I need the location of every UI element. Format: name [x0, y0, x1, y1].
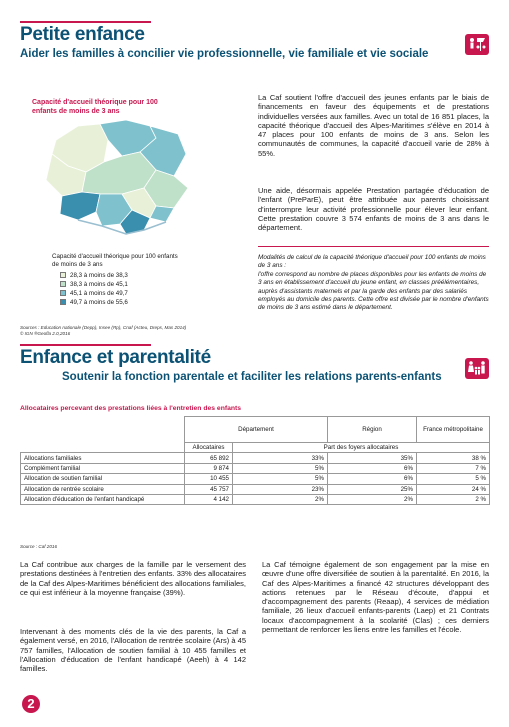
header-france: France métropolitaine [417, 417, 490, 443]
family-carousel-icon [465, 34, 489, 55]
subheader-part: Part des foyers allocataires [233, 443, 490, 453]
prestations-table [20, 416, 490, 505]
map-legend-item: 38,3 à moins de 45,1 [60, 281, 128, 288]
section2-paragraph-left-2: Intervenant à des moments clés de la vie des parents, la Caf a également versé, en 2016, l'Allocation de rentrée scolaire (Ars) à 45 757 familles, l'Allocation de soutien familial à 10 455 familles et l'Allocation d'éducation de l'enfant handicapé (Aeeh) à 4 142 familles. [20, 627, 246, 674]
table-row: Allocation d'éducation de l'enfant handicapé 4 142 2% 2% 2 % [21, 494, 490, 504]
table-row: Complément familial 9 874 5% 6% 7 % [21, 463, 490, 473]
section2-title: Enfance et parentalité [20, 347, 211, 368]
map-legend-title: Capacité d'accueil théorique pour 100 enfants de moins de 3 ans [52, 253, 178, 268]
page-number: 2 [22, 695, 40, 713]
parents-children-icon [465, 358, 489, 379]
subheader-allocataires: Allocataires [185, 443, 233, 453]
table-source: Source : Caf 2016 [20, 544, 58, 549]
section1-top-rule [20, 21, 151, 23]
section2-paragraph-left-1: La Caf contribue aux charges de la famille par le versement des prestations destinées à l'entretien des enfants. 33% des allocataires de la Caf des Alpes-Maritimes bénéficient des allocations familiales, ce qui est inférieur à la moyenne française (39%). [20, 560, 246, 597]
map-legend-item: 49,7 à moins de 55,6 [60, 299, 128, 306]
section2-subtitle: Soutenir la fonction parentale et faciliter les relations parents-enfants [62, 371, 442, 383]
table-row: Allocations familiales 65 892 33% 35% 38 % [21, 453, 490, 463]
capacity-calculation-note: Modalités de calcul de la capacité théorique d'accueil pour 100 enfants de moins de 3 ans : l'offre correspond au nombre de places disponibles pour les enfants de moins de 3 ans en établissement d'accueil du jeune enfant, en classes préélémentaires, auprès d'assistants maternels et par la garde des enfants par des salariés employés au domicile des parents. Cette offre est divisée par le nombre d'enfants de moins de 3 ans estimé dans le département. [258, 254, 489, 312]
section2-top-rule [20, 344, 151, 346]
map-legend-item: 28,3 à moins de 38,3 [60, 272, 128, 279]
section2-paragraph-right: La Caf témoigne également de son engagement par la mise en œuvre d'une offre diversifiée de soutien à la parentalité. En 2016, la Caf des Alpes-Maritimes a financé 42 structures développant des actions retenues par le Réseau d'écoute, d'appui et d'accompagnement des parents (Reaap), 4 services de médiation familiale, 26 lieux d'accueil enfants-parents (Laep) et 21 Contrats locaux d'accompagnement à la scolarité (Clas) ; ces derniers permettant de renforcer les liens entre les familles et l'école. [262, 560, 489, 635]
map-title: Capacité d'accueil théorique pour 100 enfants de moins de 3 ans [32, 99, 158, 115]
note-rule [258, 246, 489, 247]
map-zone-southwest [60, 192, 100, 220]
map-source: Sources : Education nationale (Depp), Insee (Rp), Cnaf (Acteu, Dreps, Mas 2014) © IGN ®Geofla 2.0,2016 [20, 325, 187, 336]
header-region: Région [328, 417, 417, 443]
map-legend-item: 45,1 à moins de 49,7 [60, 290, 128, 297]
table-header-row [21, 417, 490, 443]
section1-paragraph-2: Une aide, désormais appelée Prestation partagée d'éducation de l'enfant (PreParE), peut être attribuée aux parents choisissant d'interrompre leur activité professionnelle pour élever leur enfant. Cette prestation couvre 3 574 enfants de moins de 3 ans dans le département. [258, 186, 489, 233]
table-row: Allocation de rentrée scolaire 45 757 23% 25% 24 % [21, 484, 490, 494]
section1-subtitle: Aider les familles à concilier vie professionnelle, vie familiale et vie sociale [20, 48, 429, 60]
section1-title: Petite enfance [20, 24, 145, 45]
table-row: Allocation de soutien familial 10 455 5% 6% 5 % [21, 474, 490, 484]
header-departement: Département [185, 417, 328, 443]
section1-paragraph-1: La Caf soutient l'offre d'accueil des jeunes enfants par le biais de financements en faveur des équipements et de prestations individuelles versées aux familles. Avec un total de 16 851 places, la capacité théorique d'accueil des Alpes-Maritimes s'élève en 2014 à 47 places pour 100 enfants de moins de 3 ans. Selon les communautés de communes, la capacité d'accueil varie de 28% à 55%. [258, 93, 489, 158]
alpes-maritimes-map [38, 118, 198, 246]
table-title: Allocataires percevant des prestations liées à l'entretien des enfants [20, 405, 242, 412]
